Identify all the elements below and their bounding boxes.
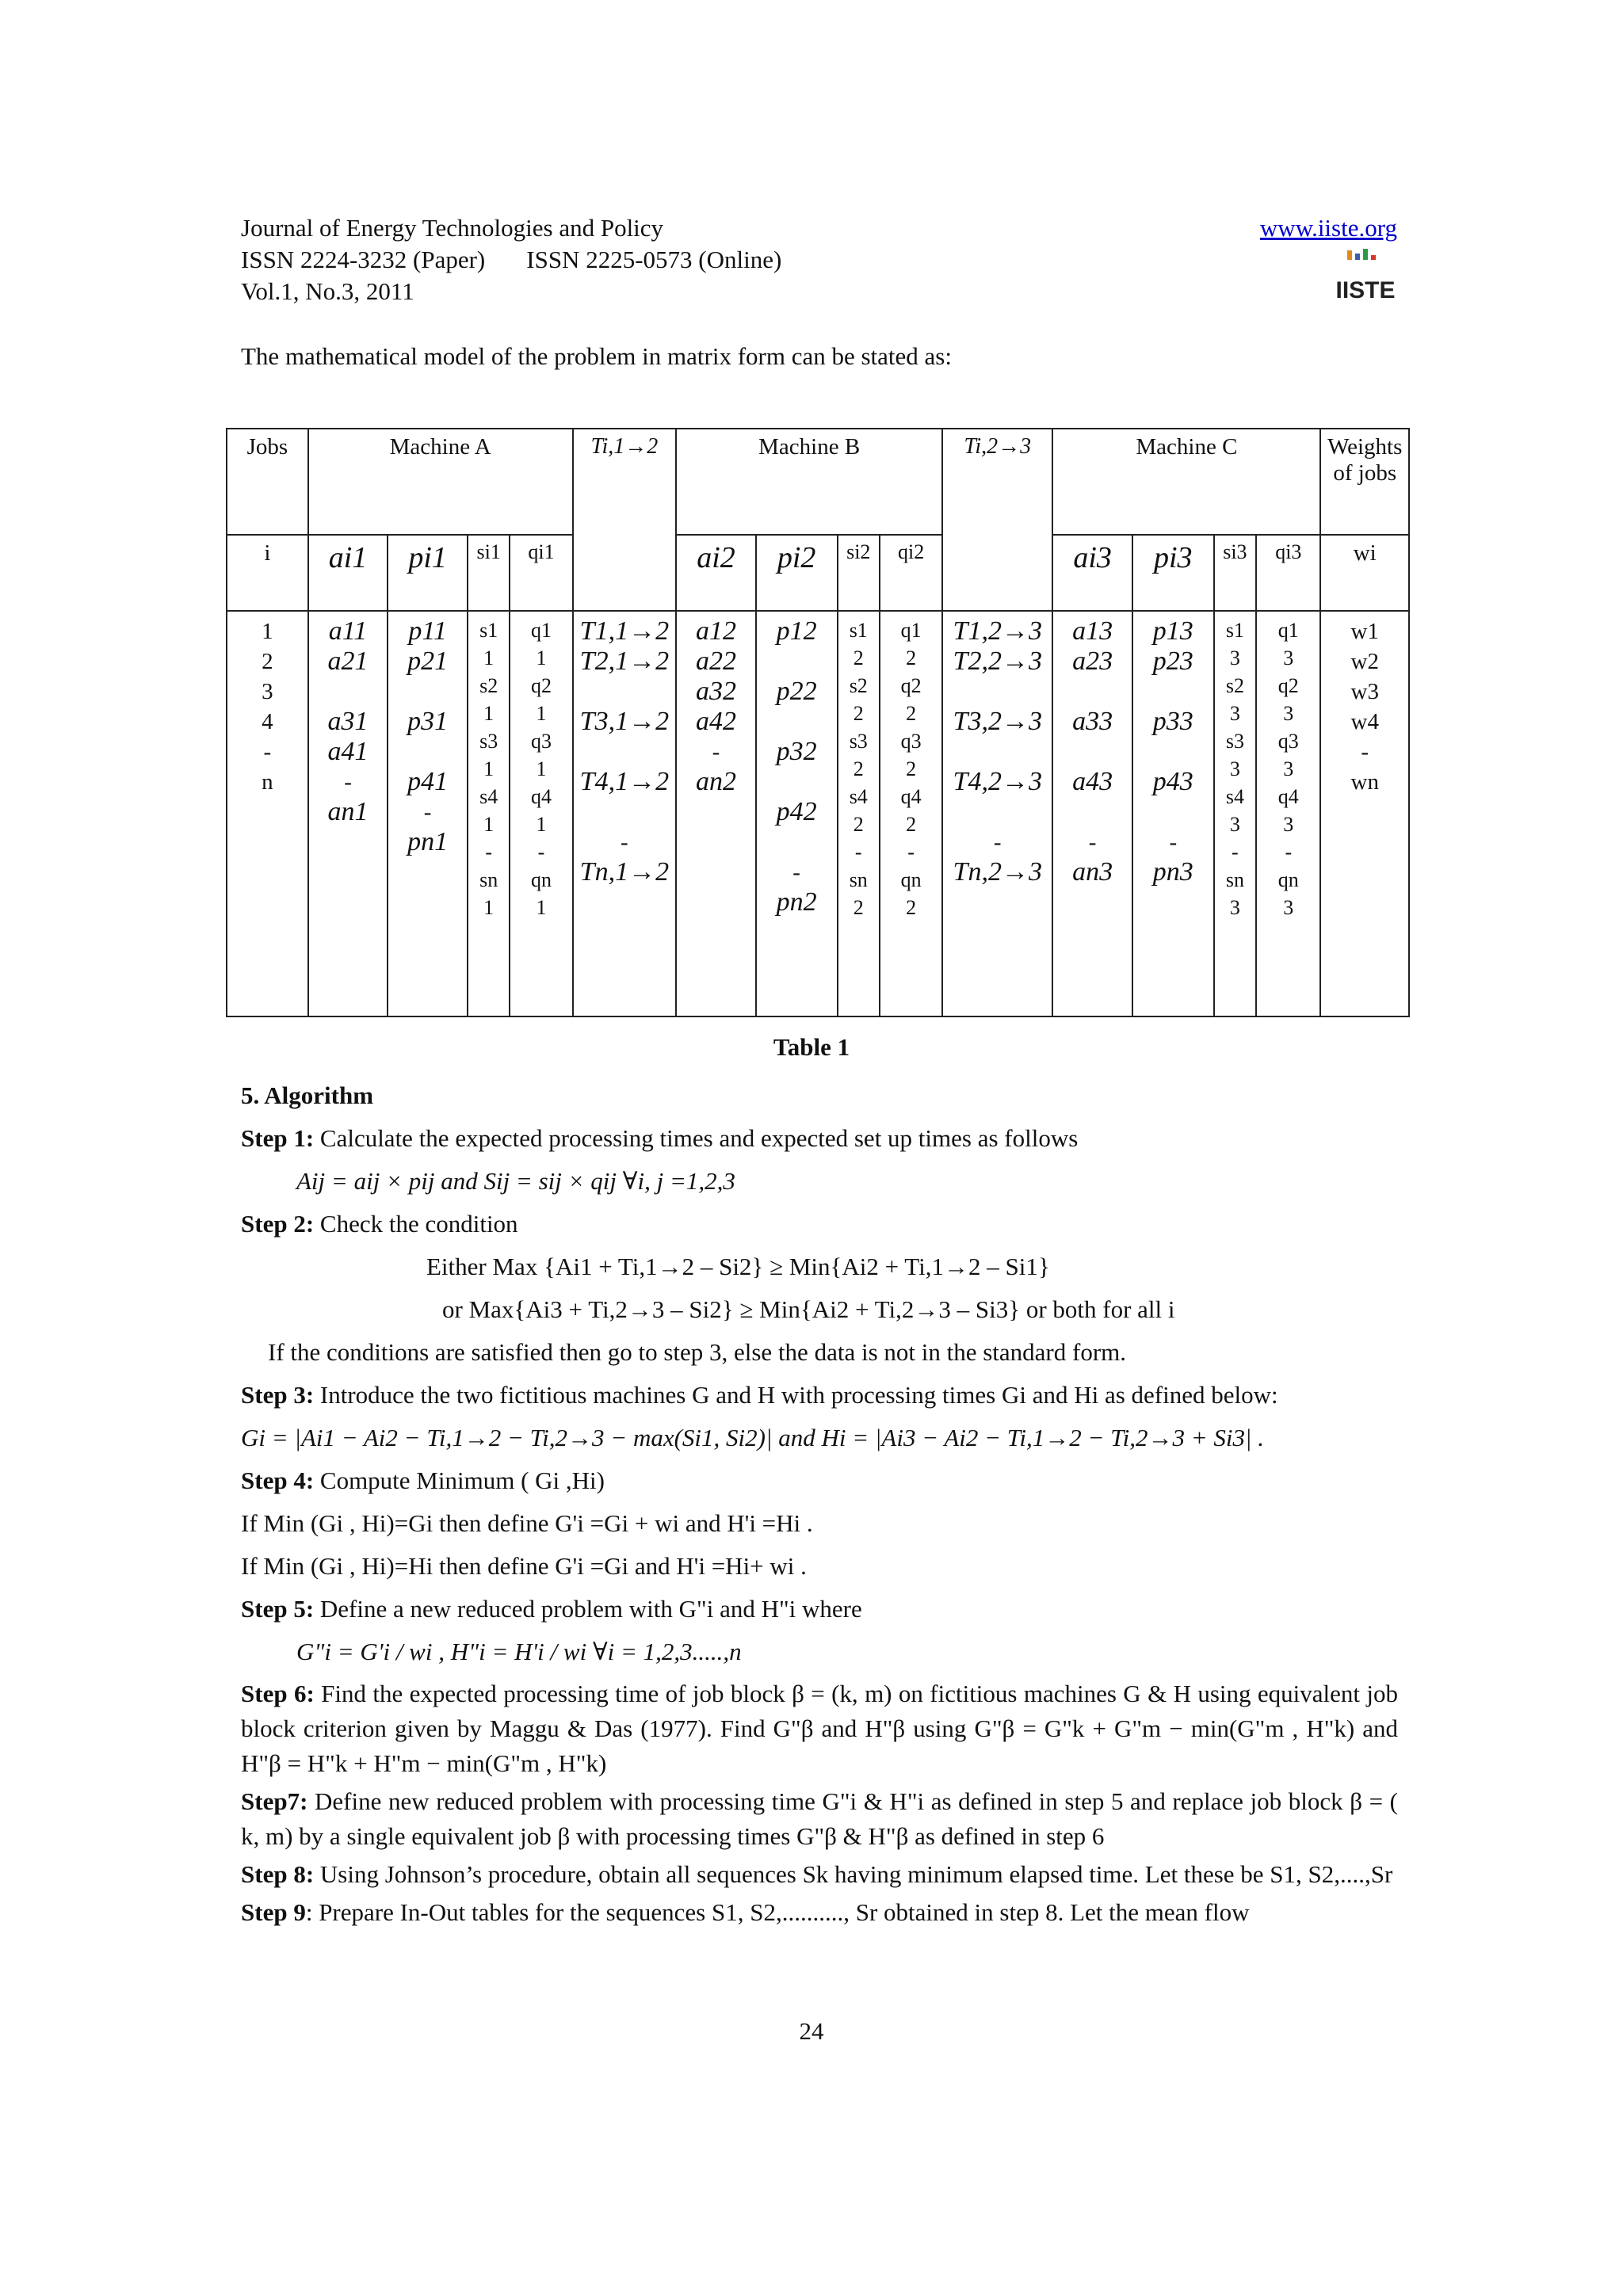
sub-qi2: qi2: [880, 535, 942, 611]
a2-column: [680, 616, 752, 797]
table-cell: pn1: [407, 827, 449, 856]
transport-12-header: Ti,1→2: [573, 429, 677, 611]
table-cell: s1: [479, 619, 498, 642]
table-cell: s3: [849, 730, 868, 753]
step-3-formula: Gi = |Ai1 − Ai2 − Ti,1→2 − Ti,2→3 − max(Si1, Si2)| and Hi = |Ai3 − Ai2 − Ti,1→2 − Ti,2→3 + Si3| .: [241, 1424, 1265, 1451]
issn-online: ISSN 2225-0573 (Online): [526, 246, 782, 273]
logo-lettering: IISTE: [1335, 277, 1396, 303]
table-cell: 3: [1283, 757, 1294, 780]
p2-column: [760, 616, 834, 917]
table-cell: a13: [1072, 616, 1113, 646]
table-cell: wn: [1350, 769, 1379, 795]
table-cell: s1: [849, 619, 868, 642]
table-cell: -: [993, 830, 1002, 855]
table-cell: p31: [407, 707, 449, 736]
table-cell: 2: [906, 896, 917, 919]
table-cell: p32: [776, 737, 817, 766]
table-cell: [995, 797, 1000, 827]
s2-column: [842, 616, 876, 921]
table-cell: s2: [479, 674, 498, 697]
table-cell: Tn,1→2: [579, 857, 670, 887]
s1-column: [472, 616, 506, 921]
table-cell: 1: [483, 813, 495, 836]
table-cell: T3,2→3: [953, 707, 1042, 736]
sub-si3: si3: [1214, 535, 1257, 611]
issn-paper: ISSN 2224-3232 (Paper): [241, 246, 486, 273]
sub-qi1: qi1: [510, 535, 572, 611]
table-cell: 2: [262, 649, 273, 674]
table-cell: 3: [1229, 896, 1240, 919]
table-cell: q1: [1277, 619, 1299, 642]
q2-column: [884, 616, 938, 921]
table-cell: a21: [327, 646, 369, 676]
table-cell: w4: [1350, 709, 1379, 734]
sub-wi: wi: [1320, 535, 1409, 611]
table-cell: -: [621, 830, 628, 855]
q1-column: [514, 616, 568, 921]
table-cell: [621, 737, 627, 767]
jobs-column: [231, 616, 304, 797]
table-cell: q4: [900, 785, 922, 808]
table-cell: -: [1361, 739, 1369, 765]
table-cell: qn: [900, 868, 922, 891]
table-cell: q1: [900, 619, 922, 642]
table-cell: 2: [906, 813, 917, 836]
table-cell: s2: [849, 674, 868, 697]
table-cell: q4: [1277, 785, 1299, 808]
table-cell: an1: [327, 797, 369, 826]
table-caption: Table 1: [773, 1033, 850, 1061]
sub-si1: si1: [468, 535, 510, 611]
step-5-formula: G"i = G'i / wi , H"i = H'i / wi ∀i = 1,2,3.....,n: [296, 1638, 742, 1665]
table-cell: s3: [479, 730, 498, 753]
table-cell: s3: [1225, 730, 1244, 753]
table-cell: p11: [408, 616, 447, 646]
table-cell: [621, 677, 627, 707]
table-cell: pn2: [776, 887, 817, 917]
table-cell: q2: [900, 674, 922, 697]
table-cell: s4: [849, 785, 868, 808]
table-cell: sn: [479, 868, 498, 891]
table-cell: s4: [1225, 785, 1244, 808]
table-cell: 1: [536, 757, 547, 780]
table-cell: a23: [1072, 646, 1113, 676]
table-cell: -: [423, 799, 432, 825]
table-cell: 2: [853, 702, 864, 725]
step-1-formula: Aij = aij × pij and Sij = sij × qij ∀i, j =1,2,3: [296, 1167, 735, 1195]
table-cell: T2,2→3: [953, 646, 1042, 676]
table-cell: a42: [695, 707, 736, 736]
table-cell: s2: [1225, 674, 1244, 697]
table-cell: q4: [531, 785, 552, 808]
table-cell: 3: [1229, 702, 1240, 725]
table-cell: -: [537, 841, 545, 864]
table-cell: T3,1→2: [579, 707, 670, 736]
table-cell: n: [262, 769, 273, 795]
sub-ai1: ai1: [308, 535, 388, 611]
table-cell: p42: [776, 797, 817, 826]
step-1: Step 1: Calculate the expected processing times and expected set up times as follows: [241, 1124, 1079, 1152]
a3-column: [1056, 616, 1128, 887]
table-cell: q2: [531, 674, 552, 697]
table-cell: [794, 646, 800, 677]
table-cell: 1: [536, 702, 547, 725]
table-cell: p23: [1152, 646, 1193, 676]
sub-ai3: ai3: [1052, 535, 1132, 611]
p3-column: [1136, 616, 1210, 887]
table-cell: q3: [531, 730, 552, 753]
step-3: Step 3: Introduce the two fictitious machines G and H with processing times Gi and Hi as defined below:: [241, 1381, 1278, 1409]
journal-title: Journal of Energy Technologies and Policy: [241, 214, 664, 242]
table-cell: p13: [1152, 616, 1193, 646]
step-2-either: Either Max {Ai1 + Ti,1→2 – Si2} ≥ Min{Ai2 + Ti,1→2 – Si1}: [426, 1253, 1050, 1280]
table-cell: T2,1→2: [579, 646, 670, 676]
table-cell: a33: [1072, 707, 1113, 736]
table-cell: -: [485, 841, 492, 864]
table-cell: w3: [1350, 679, 1379, 704]
table-cell: 3: [1283, 646, 1294, 669]
table-cell: 2: [906, 702, 917, 725]
table-cell: 3: [1283, 896, 1294, 919]
table-cell: 1: [536, 896, 547, 919]
table-cell: qn: [531, 868, 552, 891]
table-cell: [1170, 677, 1176, 707]
q3-column: [1260, 616, 1316, 921]
table-cell: 1: [483, 646, 495, 669]
intro-sentence: The mathematical model of the problem in matrix form can be stated as:: [241, 342, 952, 370]
journal-header: [241, 212, 781, 307]
sub-pi3: pi3: [1132, 535, 1214, 611]
table-cell: an3: [1072, 857, 1113, 887]
machine-a-header: Machine A: [308, 429, 573, 535]
table-cell: 3: [1283, 813, 1294, 836]
table-cell: s1: [1225, 619, 1244, 642]
step-4-line-2: If Min (Gi , Hi)=Hi then define G'i =Gi and H'i =Hi+ wi .: [241, 1552, 807, 1580]
table-cell: -: [854, 841, 862, 864]
table-cell: T4,2→3: [953, 767, 1042, 796]
sub-pi1: pi1: [388, 535, 468, 611]
sub-si2: si2: [838, 535, 880, 611]
table-cell: -: [792, 860, 800, 885]
journal-volume: Vol.1, No.3, 2011: [241, 277, 414, 305]
table-cell: -: [1088, 830, 1097, 855]
iiste-logo-icon: [1335, 249, 1396, 306]
section-heading: 5. Algorithm: [241, 1081, 374, 1109]
table-cell: -: [1169, 830, 1178, 855]
table-cell: q1: [531, 619, 552, 642]
table-cell: pn3: [1152, 857, 1193, 887]
table-cell: 3: [1229, 646, 1240, 669]
step-2-or: or Max{Ai3 + Ti,2→3 – Si2} ≥ Min{Ai2 + Ti,2→3 – Si3} or both for all i: [442, 1295, 1175, 1323]
step-6: Step 6: Find the expected processing time of job block β = (k, m) on fictitious machines G & H using equivalent job block criterion given by Maggu & Das (1977). Find G"β and H"β using G"β = G"k + G"m − min(G"m , H"k) and H"β = H"k + H"m − min(G"m , H"k): [241, 1680, 1399, 1777]
table-cell: a22: [695, 646, 736, 676]
table-cell: 1: [536, 813, 547, 836]
table-cell: -: [712, 739, 720, 765]
table-cell: a31: [327, 707, 369, 736]
table-cell: [621, 797, 627, 827]
table-cell: a11: [328, 616, 368, 646]
step-4-line-1: If Min (Gi , Hi)=Gi then define G'i =Gi + wi and H'i =Hi .: [241, 1509, 813, 1537]
algorithm-section: [241, 1074, 1398, 1930]
table-cell: p33: [1152, 707, 1193, 736]
table-cell: [995, 737, 1000, 767]
table-cell: [794, 827, 800, 857]
s3-column: [1218, 616, 1253, 921]
table-cell: [1090, 797, 1095, 827]
table-cell: -: [907, 841, 915, 864]
table-cell: sn: [849, 868, 868, 891]
table-cell: sn: [1225, 868, 1244, 891]
table-cell: 2: [853, 813, 864, 836]
table-cell: an2: [695, 767, 736, 796]
table-cell: [1170, 737, 1176, 767]
table-cell: [794, 707, 800, 737]
table-cell: [1170, 797, 1176, 827]
step-5: Step 5: Define a new reduced problem with G"i and H"i where: [241, 1595, 862, 1623]
table-cell: s4: [479, 785, 498, 808]
table-cell: 1: [483, 896, 495, 919]
sub-qi3: qi3: [1256, 535, 1320, 611]
table-cell: p43: [1152, 767, 1193, 796]
table-cell: 1: [483, 757, 495, 780]
table-cell: -: [263, 739, 272, 765]
table-cell: 3: [1229, 813, 1240, 836]
table-cell: w1: [1350, 619, 1379, 644]
table-cell: 2: [853, 646, 864, 669]
a1-column: [312, 616, 384, 827]
table-cell: p22: [776, 677, 817, 706]
p1-column: [391, 616, 464, 857]
table-cell: [425, 677, 430, 707]
t12-column: [577, 616, 673, 887]
table-cell: [794, 767, 800, 797]
table-cell: T1,1→2: [579, 616, 670, 646]
table-cell: Tn,2→3: [953, 857, 1042, 887]
table-cell: q3: [1277, 730, 1299, 753]
step-2-note: If the conditions are satisfied then go to step 3, else the data is not in the standard form.: [268, 1338, 1127, 1366]
table-cell: [345, 677, 350, 707]
matrix-model-table: [226, 428, 1410, 1017]
table-cell: 3: [262, 679, 273, 704]
weights-header: Weights of jobs: [1320, 429, 1409, 535]
table-cell: [425, 737, 430, 767]
page-number: 24: [799, 2017, 824, 2045]
machine-c-header: Machine C: [1052, 429, 1320, 535]
table-cell: -: [344, 769, 352, 795]
machine-b-header: Machine B: [676, 429, 942, 535]
table-cell: p41: [407, 767, 449, 796]
table-cell: 1: [483, 702, 495, 725]
table-cell: p21: [407, 646, 449, 676]
step-9: Step 9: Prepare In-Out tables for the sequences S1, S2,.........., Sr obtained in step 8. Let the mean flow: [241, 1898, 1250, 1926]
table-cell: q3: [900, 730, 922, 753]
table-cell: T4,1→2: [579, 767, 670, 796]
step-2: Step 2: Check the condition: [241, 1210, 518, 1238]
table-cell: 2: [906, 757, 917, 780]
step-8: Step 8: Using Johnson’s procedure, obtain all sequences Sk having minimum elapsed time. Let these be S1, S2,....,Sr: [241, 1860, 1393, 1888]
table-cell: a32: [695, 677, 736, 706]
transport-23-header: Ti,2→3: [942, 429, 1052, 611]
table-cell: [995, 677, 1000, 707]
table-cell: q2: [1277, 674, 1299, 697]
step-4: Step 4: Compute Minimum ( Gi ,Hi): [241, 1466, 605, 1494]
jobs-header: Jobs: [227, 429, 308, 535]
weights-column: [1324, 616, 1405, 797]
table-cell: 2: [906, 646, 917, 669]
table-cell: 3: [1283, 702, 1294, 725]
table-cell: -: [1232, 841, 1239, 864]
table-cell: p12: [776, 616, 817, 646]
website-link[interactable]: www.iiste.org: [1259, 214, 1397, 242]
table-cell: 4: [262, 709, 273, 734]
table-cell: 2: [853, 896, 864, 919]
step-7: Step7: Define new reduced problem with processing time G"i & H"i as defined in step 5 and replace job block β = ( k, m) by a single equivalent job β with processing times G"β & H"β as defined in step 6: [241, 1787, 1399, 1850]
table-cell: 1: [536, 646, 547, 669]
table-cell: 3: [1229, 757, 1240, 780]
sub-ai2: ai2: [676, 535, 756, 611]
journal-website: [1260, 212, 1397, 244]
sub-i: i: [227, 535, 308, 611]
table-cell: [1090, 737, 1095, 767]
table-cell: a12: [695, 616, 736, 646]
table-cell: [1090, 677, 1095, 707]
table-cell: 1: [262, 619, 273, 644]
table-cell: qn: [1277, 868, 1299, 891]
t23-column: [946, 616, 1048, 887]
table-cell: 2: [853, 757, 864, 780]
sub-pi2: pi2: [756, 535, 838, 611]
table-cell: T1,2→3: [953, 616, 1042, 646]
table-cell: -: [1285, 841, 1293, 864]
table-cell: a43: [1072, 767, 1113, 796]
table-cell: w2: [1350, 649, 1379, 674]
table-cell: a41: [327, 737, 369, 766]
